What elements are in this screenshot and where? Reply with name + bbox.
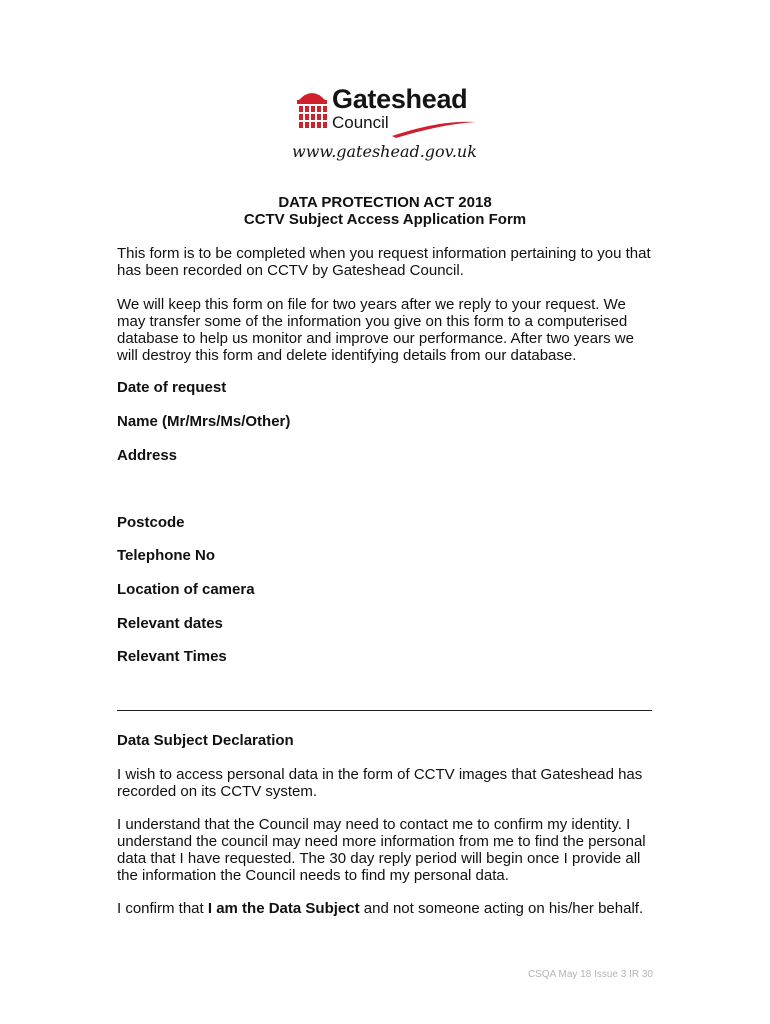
act-heading: DATA PROTECTION ACT 2018 [278, 194, 492, 211]
logo-url: www.gateshead.gov.uk [292, 142, 477, 161]
gateshead-council-logo [290, 86, 490, 166]
data-subject-emphasis: I am the Data Subject [207, 900, 360, 917]
declaration-paragraph-2: I understand that the Council may need to contact me to confirm my identity. I understand the council may need more information from me to find the personal data that I have requested. The 30 day reply period will begin once I provide all the information the Council needs to find my personal data. [117, 816, 646, 884]
address-label: Address [117, 447, 178, 464]
declaration-text-after: and not someone acting on his/her behalf. [359, 900, 644, 917]
section-divider [117, 710, 652, 711]
name-label: Name (Mr/Mrs/Ms/Other) [117, 413, 291, 430]
retention-paragraph: We will keep this form on file for two years after we reply to your request. We may transfer some of the information you give on this form to a computerised database to help us monitor and improve our performance. After two years we will destroy this form and delete identifying details from our database. [117, 296, 634, 364]
telephone-label: Telephone No [117, 547, 216, 564]
camera-location-label: Location of camera [117, 581, 255, 598]
intro-paragraph: This form is to be completed when you request information pertaining to you that has been recorded on CCTV by Gateshead Council. [117, 245, 651, 279]
relevant-dates-label: Relevant dates [117, 615, 223, 632]
declaration-text-before: I confirm that [117, 900, 208, 917]
declaration-paragraph-1: I wish to access personal data in the form of CCTV images that Gateshead has recorded on its CCTV system. [117, 766, 643, 800]
form-title: CCTV Subject Access Application Form [243, 211, 527, 228]
postcode-label: Postcode [117, 514, 185, 531]
declaration-title: Data Subject Declaration [117, 732, 294, 749]
relevant-times-label: Relevant Times [117, 648, 227, 665]
logo-name: Gateshead [332, 84, 468, 114]
logo-swoosh [330, 116, 478, 140]
logo-council: Council [332, 113, 389, 132]
date-of-request-label: Date of request [117, 379, 227, 396]
footer-reference: CSQA May 18 Issue 3 IR 30 [527, 969, 653, 980]
declaration-paragraph-3 [117, 900, 657, 917]
town-hall-crest-icon [295, 88, 329, 132]
